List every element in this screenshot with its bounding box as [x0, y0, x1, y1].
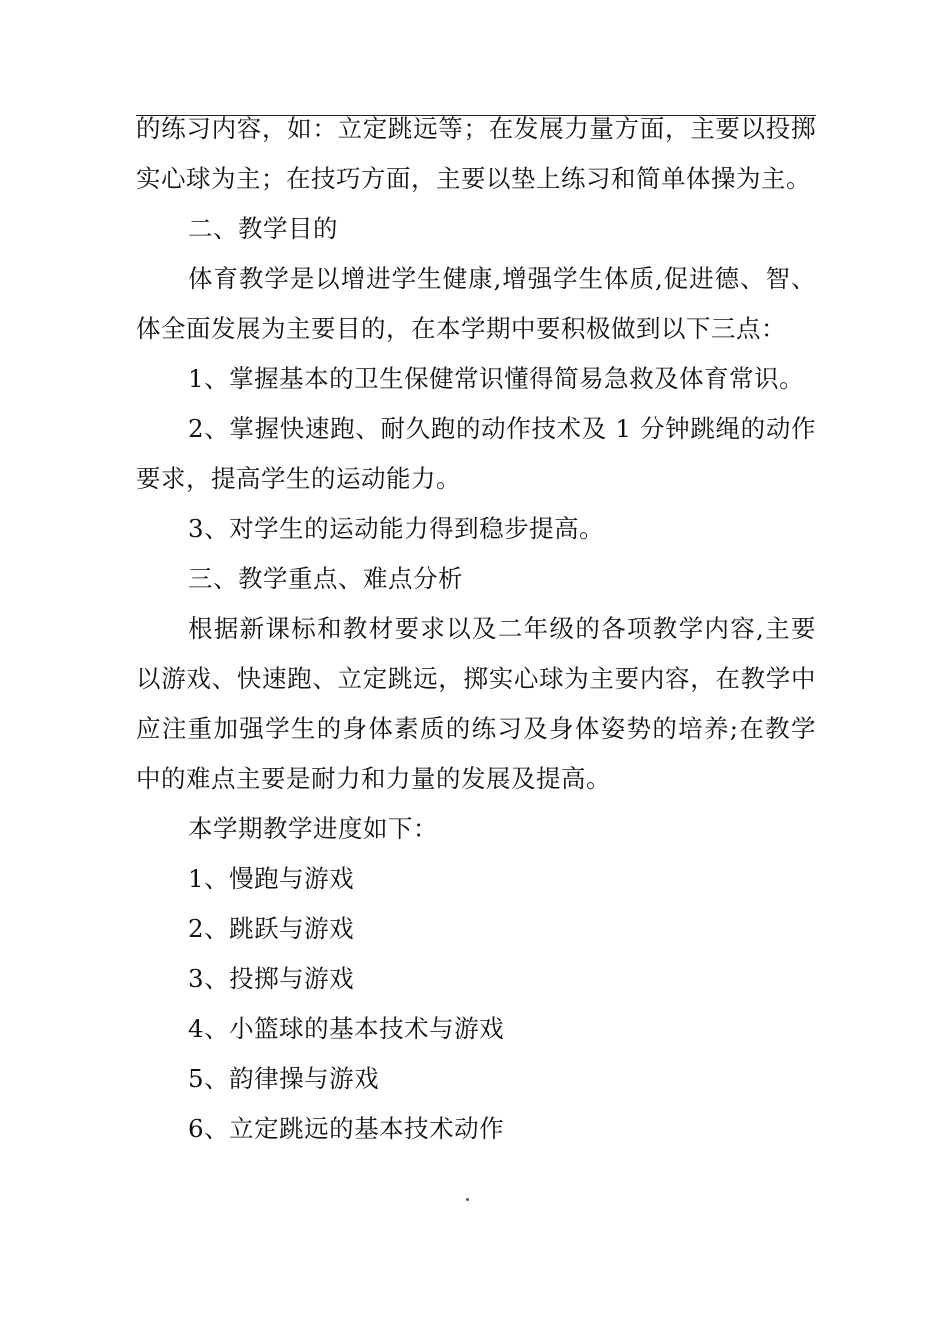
- text-line: 二、教学目的: [188, 214, 338, 243]
- text-line: 5、韵律操与游戏: [188, 1064, 380, 1093]
- document-body: [136, 104, 816, 1154]
- text-line: 三、教学重点、难点分析: [188, 564, 463, 593]
- text-line: 应注重加强学生的身体素质的练习及身体姿势的培养;在教学: [136, 714, 816, 743]
- text-line: 6、立定跳远的基本技术动作: [188, 1114, 505, 1143]
- text-line: 本学期教学进度如下：: [188, 814, 438, 843]
- text-line: 4、小篮球的基本技术与游戏: [188, 1014, 505, 1043]
- text-line: 根据新课标和教材要求以及二年级的各项教学内容,主要: [188, 614, 816, 643]
- text-line: 实心球为主；在技巧方面，主要以垫上练习和简单体操为主。: [136, 164, 811, 193]
- text-line: 1、慢跑与游戏: [188, 864, 355, 893]
- text-line: 要求，提高学生的运动能力。: [136, 464, 461, 493]
- text-line: 2、掌握快速跑、耐久跑的动作技术及 1 分钟跳绳的动作: [188, 414, 816, 443]
- text-line: 3、对学生的运动能力得到稳步提高。: [188, 514, 605, 543]
- text-line: 2、跳跃与游戏: [188, 914, 355, 943]
- text-line: 的练习内容，如：立定跳远等；在发展力量方面，主要以投掷: [136, 114, 816, 143]
- footer-dot: [466, 1198, 469, 1201]
- text-line: 体育教学是以增进学生健康,增强学生体质,促进德、智、: [188, 264, 816, 293]
- text-line: 体全面发展为主要目的，在本学期中要积极做到以下三点：: [136, 314, 786, 343]
- text-line: 3、投掷与游戏: [188, 964, 355, 993]
- text-line: 1、掌握基本的卫生保健常识懂得简易急救及体育常识。: [188, 364, 805, 393]
- text-line: 中的难点主要是耐力和力量的发展及提高。: [136, 764, 611, 793]
- text-line: 以游戏、快速跑、立定跳远，掷实心球为主要内容，在教学中: [136, 664, 816, 693]
